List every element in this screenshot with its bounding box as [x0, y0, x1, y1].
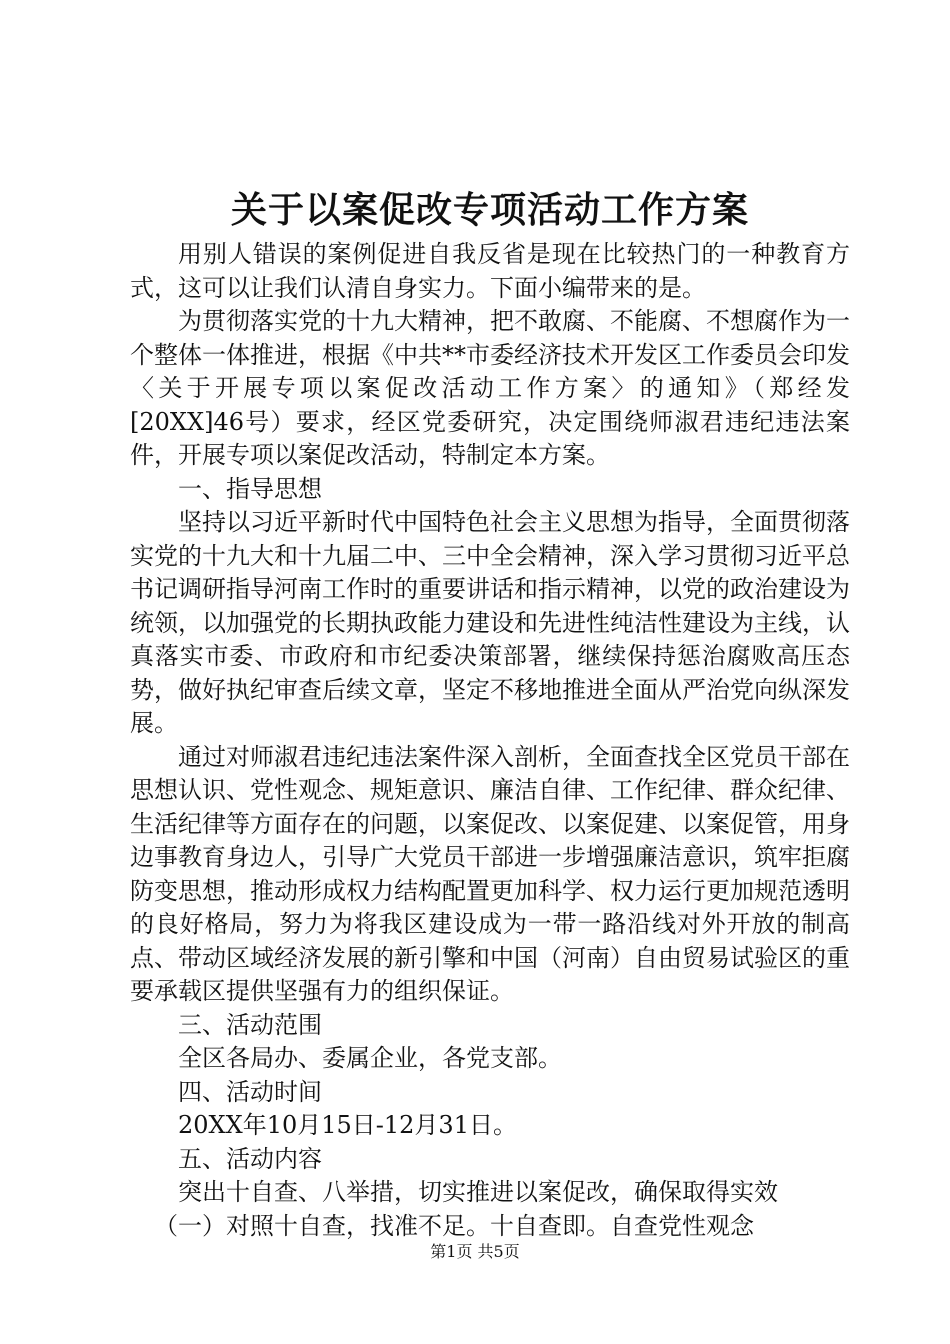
- content-item-1: （一）对照十自查，找准不足。十自查即。自查党性观念: [154, 1211, 754, 1240]
- section-heading-guiding-ideology: 一、指导思想: [178, 474, 322, 503]
- purpose-paragraph: 为贯彻落实党的十九大精神，把不敢腐、不能腐、不想腐作为一个整体一体推进，根据《中共**市委经济技术开发区工作委员会印发〈关于开展专项以案促改活动工作方案〉的通知》（郑经发[20XX]46号）要求，经区党委研究，决定围绕师淑君违纪违法案件，开展专项以案促改活动，特制定本方案。: [130, 307, 850, 469]
- scope-text: 全区各局办、委属企业，各党支部。: [178, 1044, 562, 1072]
- guiding-ideology-paragraph: 坚持以习近平新时代中国特色社会主义思想为指导，全面贯彻落实党的十九大和十九届二中、三中全会精神，深入学习贯彻习近平总书记调研指导河南工作时的重要讲话和指示精神，以党的政治建设为统领，以加强党的长期执政能力建设和先进性纯洁性建设为主线，认真落实市委、市政府和市纪委决策部署，继续保持惩治腐败高压态势，做好执纪审查后续文章，坚定不移地推进全面从严治党向纵深发展。: [130, 508, 850, 737]
- document-page: [130, 186, 850, 1243]
- objective-paragraph: 通过对师淑君违纪违法案件深入剖析，全面查找全区党员干部在思想认识、党性观念、规矩意识、廉洁自律、工作纪律、群众纪律、生活纪律等方面存在的问题，以案促改、以案促建、以案促管，用身边事教育身边人，引导广大党员干部进一步增强廉洁意识，筑牢拒腐防变思想，推动形成权力结构配置更加科学、权力运行更加规范透明的良好格局，努力为将我区建设成为一带一路沿线对外开放的制高点、带动区域经济发展的新引擎和中国（河南）自由贸易试验区的重要承载区提供坚强有力的组织保证。: [130, 742, 850, 1005]
- section-heading-time: 四、活动时间: [178, 1077, 322, 1106]
- section-heading-scope: 三、活动范围: [178, 1010, 322, 1039]
- section-heading-content: 五、活动内容: [178, 1144, 322, 1173]
- content-line: 突出十自查、八举措，切实推进以案促改，确保取得实效: [178, 1178, 778, 1206]
- time-text: 20XX年10月15日-12月31日。: [178, 1111, 517, 1139]
- intro-paragraph: 用别人错误的案例促进自我反省是现在比较热门的一种教育方式，这可以让我们认清自身实力。下面小编带来的是。: [130, 240, 850, 302]
- page-footer: 第1页 共5页: [430, 1242, 520, 1261]
- document-title: 关于以案促改专项活动工作方案: [230, 189, 749, 231]
